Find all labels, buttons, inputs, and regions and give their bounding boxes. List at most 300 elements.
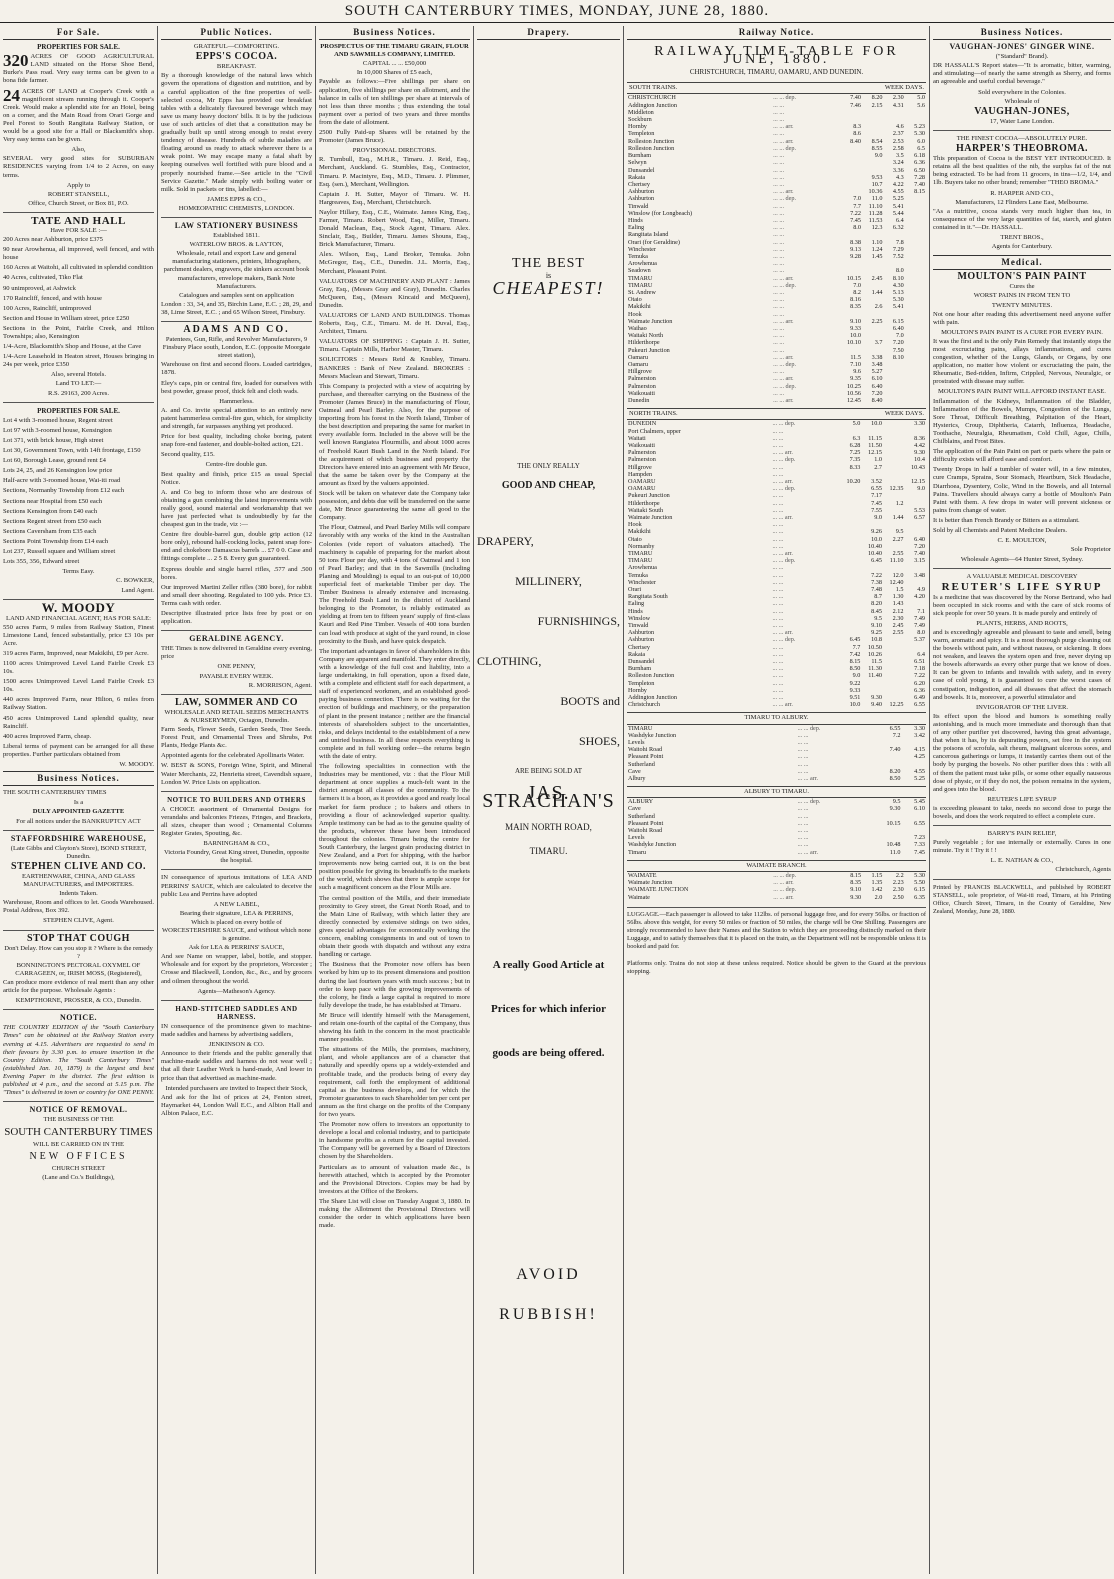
printer-imprint: Printed by FRANCIS BLACKWELL, and published by ROBERT STANSELL, sole proprietor, of Wai-iti road, Timaru, at his Printing Office, Church Street, Timaru, in the County of Geraldine, New Zealand, Monday, June 28, 1880.	[933, 883, 1111, 915]
timetable-header	[627, 408, 926, 420]
timetable-row	[627, 435, 926, 442]
list-item: 40 Acres, cultivated, Tiko Flat	[3, 274, 83, 282]
train-time	[883, 456, 905, 463]
timetable-row	[627, 834, 926, 841]
timetable-row	[627, 253, 926, 260]
timetable-row	[627, 174, 926, 181]
train-time: 2.25	[871, 317, 883, 325]
list-item: 1100 acres Unimproved Level Land Fairlie Creek £3 10s.	[3, 660, 154, 676]
timetable-row	[627, 102, 926, 109]
train-time: 1.10	[871, 238, 883, 246]
ad-number: 320	[3, 51, 29, 71]
train-time: 8.15	[914, 188, 925, 196]
ad-text: SOUTH CANTERBURY TIMES	[4, 1126, 153, 1139]
arr-dep: ... ...	[773, 152, 784, 160]
ad-title: STOP THAT COUGH	[27, 932, 130, 944]
station-name: TIMARU	[628, 274, 653, 282]
timetable-row	[627, 478, 926, 485]
train-time	[905, 368, 926, 375]
paragraph: The important advantages in favor of shareholders in this Company are apparent and manifold. They enter directly, with a knowledge of the full cost and liability, into a large undertaking, in full operation, upon a fixed date, with a complete and efficient staff for each department, a staff of experienced workmen, and an established good-paying business connection. There is no waiting for the erection of buildings and machinery, or the preparation of plant in the present instance ; neither are the financial interests of shareholders subject to the uncertainties, risks, and delays incidental to the establishment of a new and untried business. In all these respects everything is complete and in full working order—the returns begin with the date of entry.	[319, 647, 470, 760]
train-time: 7.23	[914, 834, 925, 842]
ad-text: Established 1811.	[213, 232, 260, 240]
timetable-row	[627, 383, 926, 390]
timetable-label: WAIMATE BRANCH.	[746, 861, 807, 869]
arr-dep: ... ... arr.	[772, 449, 793, 457]
ad-text: A NEW LABEL,	[213, 900, 260, 908]
divider	[3, 1009, 154, 1010]
timetable-row	[627, 827, 926, 834]
train-time	[861, 680, 883, 687]
timetable-row	[627, 615, 926, 622]
train-time	[877, 834, 902, 841]
paragraph: The Flour, Oatmeal, and Pearl Barley Mills will compare favorably with any works of the kind in the Australian Colonies (vide report of valuators attached). The machinery is capable of preparing for the market about 50 tons Flour per day, with 4 tons of Oatmeal and 1 ton of Pearl Barley; and that in the Sawmills (including Planing and Moulding) is equal to an out-put of 10,000 superficial feet of marketable Timber per day. The Timber Business is already extensive and increasing. The Freehold Bush Land in the district of Auckland belonging to the Promoter, is reliably estimated as yielding at from ten to fifteen years' supply of first-class Kauri and Red Pine Timber. Vessels of 400 tons burden can load with produce at sight of the yard round, in close proximity to the Bush, and have quick despatch.	[319, 524, 470, 645]
train-time	[905, 116, 926, 123]
arr-dep: ... ...	[773, 332, 784, 340]
arr-dep: ... ...	[797, 746, 809, 754]
station-name: Orari	[628, 585, 642, 593]
train-time: 6.55	[914, 819, 925, 827]
ad-text: WORST PAINS IN FROM TEN TO	[973, 292, 1071, 300]
train-time: 6.40	[892, 324, 904, 332]
list-item: 450 acres Unimproved Land splendid quality, near Raincliff.	[3, 714, 154, 730]
arr-dep: ... ... dep.	[773, 195, 797, 203]
timetable-row	[627, 145, 926, 152]
ad-text: SEVERAL very good sites for SUBURBAN RESIDENCES varying from 1/4 to 2 Acres, on easy terms.	[3, 155, 154, 179]
train-time: 4.25	[914, 753, 925, 761]
paragraph: The central position of the Mills, and their immediate proximity to Grey street, the Great North Road, and to the Main Line of Railway, with which latter they are directly connected by extensive sidings on two sides, gives special advantages for economically working the concern, enabling consignments in and out of town to obtain their goods with dispatch and without any extra handling or cartage.	[319, 894, 470, 959]
train-time: 7.0	[895, 332, 904, 340]
ad-title: GERALDINE AGENCY.	[189, 634, 284, 644]
ad-text: Which is placed on every bottle of WORCESTERSHIRE SAUCE, and without which none is genuine.	[161, 918, 312, 943]
station-name: Tinwald	[628, 621, 649, 629]
divider	[161, 1000, 312, 1001]
train-time	[883, 471, 905, 478]
paragraph: The Share List will close on Tuesday August 3, 1880. In making the Allotment the Provisional Directors will consider the order in which applications have been made.	[319, 1197, 470, 1230]
ad-text: Victoria Foundry, Great King street, Dunedin, opposite the hospital.	[163, 849, 310, 865]
station-name: Sockburn	[628, 116, 652, 124]
train-time: 11.50	[868, 441, 882, 449]
train-time: 7.50	[892, 346, 904, 354]
train-time: 2.50	[892, 893, 904, 901]
arr-dep: ... ... arr.	[773, 879, 794, 887]
station-name: Hornby	[628, 686, 647, 694]
ad-text: Announce to their friends and the public generally that machine-made saddles and harness do not wear well ; that all their Leather Work is hand-made, And lower in price than that advertised as machine-made.	[161, 1050, 312, 1082]
arr-dep: ... ...	[773, 303, 784, 311]
train-time: 9.33	[849, 686, 861, 694]
train-time: 3.48	[871, 360, 883, 368]
ad-title: STAFFORDSHIRE WAREHOUSE,	[10, 833, 147, 843]
train-time: 8.38	[850, 238, 861, 246]
timetable-row	[627, 368, 926, 375]
train-time: 8.7	[874, 593, 882, 601]
arr-dep: ... ...	[773, 216, 784, 224]
timetable-row	[627, 303, 926, 310]
train-time: 3.38	[871, 353, 883, 361]
ad-text: In 10,000 Shares of £5 each,	[356, 69, 433, 77]
column-for-sale	[0, 26, 158, 1574]
train-time: 3.30	[914, 724, 925, 732]
ad-title: THE FINEST COCOA—ABSOLUTELY PURE.	[956, 134, 1088, 142]
train-time: 9.10	[871, 621, 882, 629]
arr-dep: ... ...	[797, 767, 809, 775]
station-name: Timaru	[628, 848, 646, 856]
station-name: Cave	[628, 805, 641, 813]
ad-text: EARTHENWARE, CHINA, AND GLASS MANUFACTURERS, and IMPORTERS.	[22, 872, 135, 889]
ad-text: Agents—Matheson's Agency.	[197, 987, 276, 995]
train-time	[883, 442, 905, 449]
ad-number: 24	[3, 85, 20, 105]
train-time	[883, 390, 904, 397]
arr-dep: ... ...	[773, 238, 784, 246]
train-time: 5.30	[892, 296, 904, 304]
station-name: Hinds	[628, 216, 643, 224]
station-name: Waitohi Road	[628, 746, 663, 754]
station-name: WAIMATE	[628, 871, 657, 879]
list-item: Sections Point Township from £14 each	[3, 537, 109, 545]
timetable-row	[627, 739, 926, 746]
train-time	[883, 636, 905, 643]
train-time: 11.10	[868, 202, 883, 210]
train-time	[840, 622, 862, 629]
arr-dep: ... ...	[773, 252, 784, 260]
train-time: 4.15	[914, 746, 925, 754]
train-time: 7.46	[850, 101, 861, 109]
ad-text: Warehouse, Room and offices to let. Goods Warehoused. Postal Address, Box 392.	[3, 899, 154, 915]
ad-signature: L. E. NATHAN & CO.,	[990, 857, 1054, 865]
arr-dep: ... ...	[773, 260, 784, 268]
arr-dep: ... ... arr.	[773, 397, 794, 404]
station-name: Hook	[628, 310, 642, 318]
train-time	[905, 267, 926, 274]
station-name: Washdyke Junction	[628, 731, 677, 739]
ad-text: LAND AND FINANCIAL AGENT, HAS FOR SALE:	[6, 614, 151, 622]
train-time	[905, 195, 926, 202]
train-time	[904, 528, 926, 535]
train-time: 7.35	[849, 456, 861, 464]
arr-dep: ... ...	[772, 434, 784, 442]
arr-dep: ... ...	[773, 166, 784, 174]
arr-dep: ... ... dep.	[772, 485, 796, 493]
arr-dep: ... ...	[772, 499, 784, 507]
train-time	[840, 500, 862, 507]
train-time: 8.10	[892, 274, 904, 282]
train-time	[840, 167, 862, 174]
train-time	[840, 260, 862, 267]
arr-dep: ... ... arr.	[797, 774, 819, 782]
list-item: Sections Caversham from £35 each	[3, 527, 97, 535]
train-time	[877, 813, 902, 820]
arr-dep: ... ...	[772, 658, 784, 665]
arr-dep: ... ...	[772, 564, 784, 572]
train-time: 6.51	[914, 658, 925, 665]
train-time: 8.33	[849, 463, 861, 471]
train-time: 5.30	[914, 871, 925, 879]
ad-text: THE BUSINESS OF THE	[43, 1116, 114, 1124]
train-time	[840, 181, 862, 188]
train-time: 6.55	[914, 701, 925, 709]
train-time: 6.45	[849, 636, 861, 644]
ad-tagline	[477, 943, 620, 1075]
train-time: 2.58	[892, 144, 904, 152]
station-name: Pleasant Point	[628, 753, 664, 761]
train-time: 3.36	[892, 166, 904, 174]
train-time: 1.43	[892, 600, 904, 608]
timetable-row	[627, 651, 926, 658]
ad-title: PROPERTIES FOR SALE.	[37, 43, 120, 52]
train-time: 1.2	[895, 499, 904, 507]
train-time	[840, 174, 862, 181]
ad-text: Liberal terms of payment can be arranged for all these properties. Further particulars obtained from	[3, 742, 154, 758]
list-item: Sections, Normanby Township from £12 each	[3, 487, 125, 495]
list-item: Half-acre with 3-roomed house, Wai-iti road	[3, 477, 121, 485]
arr-dep: ... ... dep.	[773, 94, 797, 102]
arr-dep: ... ... arr.	[772, 629, 793, 637]
timetable-row	[627, 849, 926, 856]
luggage-note: LUGGAGE.—Each passenger is allowed to take 112lbs. of personal luggage free, and for every 56lbs. or fraction of 56lbs. above this weight, for every 50 miles or fraction of 50 miles, the charge will be One Shilling. Passengers are strongly recommended to have their Names and the Station to which they are proceeding distinctly marked on their Luggage, and to satisfy themselves that it is placed on the train, as the Department will not be responsible unless it is booked and paid for.	[627, 907, 926, 951]
train-time: 6.55	[871, 485, 882, 493]
list-item: R.S. 29163, 200 Acres.	[48, 389, 109, 397]
train-time: 5.50	[914, 879, 925, 887]
arr-dep: ... ...	[773, 159, 784, 167]
train-time: 8.16	[850, 296, 861, 304]
train-time	[877, 827, 902, 834]
train-time	[883, 383, 904, 390]
train-time: 3.24	[892, 159, 904, 167]
train-time: 1.35	[871, 879, 883, 887]
station-name: Sutherland	[628, 812, 655, 820]
train-time: 6.49	[914, 694, 925, 702]
train-time: 6.40	[871, 382, 883, 390]
train-time: 7.22	[850, 209, 861, 217]
timetable-row	[627, 152, 926, 159]
column-drapery	[474, 26, 624, 1574]
station-name: Waimate Junction	[628, 879, 673, 887]
train-time	[883, 368, 904, 375]
train-time	[883, 478, 905, 485]
list-item: Lot 97 with 3-roomed house, Kensington	[3, 426, 112, 434]
train-time: 9.30	[871, 694, 882, 702]
station-name: Port Chalmers, upper	[628, 427, 681, 435]
station-name: Waimate Junction	[628, 317, 673, 325]
timetable-row	[627, 820, 926, 827]
ad-text: WATERLOW BROS. & LAYTON,	[189, 241, 284, 249]
ad-text: Farm Seeds, Flower Seeds, Garden Seeds, Tree Seeds. Forest Fruit, and Ornamental Trees and Shrubs, Pot Plants, Hedge Plants &c.	[161, 726, 312, 750]
train-time	[905, 361, 926, 368]
arr-dep: ... ...	[772, 521, 784, 529]
train-time	[883, 687, 905, 694]
timetable-row	[627, 658, 926, 665]
station-name: Otaio	[628, 535, 642, 543]
station-name: Rolleston Junction	[628, 137, 675, 145]
list-item: 90 unimproved, at Ashwick	[3, 284, 76, 292]
train-time	[840, 152, 862, 159]
station-name: Albury	[628, 774, 646, 782]
station-name: Hampden	[628, 470, 653, 478]
train-time	[905, 239, 926, 246]
ad-text: Wholesale, retail and export Law and general manufacturing stationers, printers, lithographers, parchment dealers, engravers, die sinkers account book manufacturers, envelope makers, Bank Note Manufacturers.	[163, 250, 310, 290]
train-time: 10.8	[871, 636, 882, 644]
ad-text: A. and Co. invite special attention to an entirely new patent hammerless central-fire gun, which, for simplicity and strength, far surpasses anything yet produced.	[161, 406, 312, 431]
divider	[161, 630, 312, 631]
train-time	[840, 471, 862, 478]
ad-signature: TRENT BROS.,	[1000, 233, 1044, 241]
train-time: 9.10	[850, 886, 862, 894]
train-time: 5.37	[914, 636, 925, 644]
train-time: 6.55	[889, 724, 901, 732]
station-name: Burnham	[628, 665, 652, 673]
arr-dep: ... ...	[773, 368, 784, 376]
train-time: 2.15	[871, 101, 883, 109]
ad-text: IN consequence of the prominence given to machine-made saddles and harness by advertising saddlers,	[161, 1022, 312, 1039]
station-name: Otaio	[628, 296, 642, 304]
train-time	[904, 492, 926, 499]
train-time	[883, 428, 905, 435]
arr-dep: ... ...	[772, 614, 784, 622]
train-time	[883, 260, 904, 267]
ad-text: Land Agent.	[121, 587, 154, 595]
train-time: 6.5	[917, 144, 925, 152]
arr-dep: ... ...	[773, 231, 784, 239]
timetable-row	[627, 130, 926, 137]
paragraph: Stock will be taken on whatever date the Company take possession, and debts due will be transferred on the same date, Mr Bruce guaranteeing the same all good to the Company.	[319, 489, 470, 522]
timetable-row	[627, 536, 926, 543]
train-time	[840, 550, 862, 557]
train-time	[840, 231, 862, 238]
ad-text: 320 ACRES OF GOOD AGRICULTURAL LAND situated on the Horse Shoe Bend, Burke's Pass road. Very easy terms can be given to a bona fide farmer.	[3, 51, 154, 85]
arr-dep: ... ...	[797, 753, 809, 761]
train-time: 12.40	[889, 578, 904, 586]
train-time: 6.40	[914, 535, 925, 543]
station-name: OAMARU	[628, 477, 656, 485]
train-time: 3.30	[914, 420, 925, 428]
train-time: 9.0	[917, 485, 925, 493]
arr-dep: ... ...	[772, 585, 784, 593]
ad-text: This preparation of Cocoa is the BEST YET INTRODUCED. It retains all the best qualities of the nib, the surplus fat of the nut being extracted. To be had from 11 grocers, in tins—1/2, 1/4, and 1lb. Buyers take no other brand; remember "THEO BROMA."	[933, 155, 1111, 187]
train-time	[883, 564, 905, 571]
train-time: 9.5	[892, 798, 901, 806]
tagline-line: goods are being offered.	[492, 1046, 605, 1059]
ad-text: And see Name on wrapper, label, bottle, and stopper. Wholesale and for export by the proprietors, Worcester ; Crosse and Blackwell, London, &c., &c., and by grocers and oilmen throughout the world.	[161, 953, 312, 985]
lots-list	[3, 417, 154, 566]
tate-list	[3, 236, 154, 398]
train-time: 8.20	[871, 94, 883, 102]
timetable-row	[627, 224, 926, 231]
train-time: 7.38	[871, 578, 882, 586]
train-time: 8.0	[917, 629, 925, 637]
timetable-row	[627, 672, 926, 679]
train-time: 3.48	[914, 571, 925, 579]
train-time	[905, 383, 926, 390]
ad-text: Have FOR SALE :—	[50, 226, 107, 234]
ad-text: Price for best quality, including choke boring, patent snap fore-end fastener, and double-bolted action, £21.	[161, 433, 312, 449]
arr-dep: ... ... arr.	[772, 477, 793, 485]
timetable-row	[627, 886, 926, 893]
ad-text: THE Times is now delivered in Geraldine every evening, price	[161, 645, 312, 661]
station-name: Sutherland	[628, 760, 655, 768]
train-time: 1.5	[895, 585, 904, 593]
train-time: 10.50	[868, 643, 882, 651]
ad-text: Best quality and finish, price £15 as usual Special Notice.	[161, 470, 312, 486]
station-name: Waimate Junction	[628, 513, 673, 521]
station-name: Winslow	[628, 614, 651, 622]
train-time: 7.49	[914, 621, 925, 629]
train-time: 10.20	[846, 477, 861, 485]
arr-dep: ... ...	[773, 224, 784, 232]
train-time	[840, 615, 862, 622]
train-time	[862, 296, 884, 303]
ad-text: Descriptive illustrated price lists free by post or on application.	[161, 610, 312, 626]
arr-dep: ... ... dep.	[772, 557, 796, 565]
arr-dep: ... ...	[772, 578, 784, 586]
arr-dep: ... ...	[773, 130, 784, 138]
arr-dep: ... ...	[773, 296, 784, 304]
station-name: Middleton	[628, 108, 654, 116]
list-item: 90 near Arowhenua, all improved, well fenced, and with house	[3, 246, 154, 262]
ad-signature: JAMES EPPS & CO.,	[207, 195, 266, 203]
arr-dep: ... ...	[773, 245, 784, 253]
arr-dep: ... ...	[773, 339, 784, 347]
train-time	[883, 116, 904, 123]
list-item: 170 Raincliff, fenced, and with house	[3, 294, 102, 302]
paragraph: PROVISIONAL DIRECTORS.	[352, 147, 437, 155]
divider	[933, 879, 1111, 880]
train-time: 1.42	[871, 886, 883, 894]
station-name: Oamaru	[628, 360, 648, 368]
train-time: 12.15	[911, 477, 925, 485]
ad-text: CAPITAL ... ... £50,000	[362, 60, 427, 68]
timetable-row	[627, 644, 926, 651]
ad-headline	[477, 1255, 620, 1335]
list-item: Lot 237, Russell square and William street	[3, 547, 116, 555]
ad-text: Sole Proprietor	[1070, 546, 1111, 554]
ad-text: is	[545, 271, 552, 281]
train-time: 6.57	[914, 513, 925, 521]
station-name: Hornby	[628, 123, 647, 131]
timetable-row	[627, 361, 926, 368]
timetable-row	[627, 775, 926, 782]
masthead: SOUTH CANTERBURY TIMES, MONDAY, JUNE 28, 1880.	[0, 0, 1114, 23]
train-time	[904, 428, 926, 435]
train-time: 12.45	[847, 397, 861, 404]
ad-signature: JENKINSON & CO.	[208, 1041, 265, 1049]
list-item: 319 acres Farm, Improved, near Makikihi, £9 per Acre.	[3, 649, 149, 657]
train-time: 7.45	[871, 499, 882, 507]
train-time	[883, 397, 904, 404]
list-item: 1500 acres Unimproved Level Land Fairlie Creek £3 10s.	[3, 678, 154, 694]
list-item: Lot 4 with 3-roomed house, Regent street	[3, 416, 113, 424]
station-name: Palmerston	[628, 456, 656, 464]
train-time: 10.0	[849, 701, 861, 709]
train-time: 9.6	[853, 368, 861, 376]
ad-text: MOULTON'S PAIN PAINT WILL AFFORD INSTANT EASE.	[938, 388, 1106, 396]
arr-dep: ... ...	[773, 116, 784, 124]
ad-text: (Lane and Co.'s Buildings),	[42, 1173, 115, 1181]
station-name: Dunedin	[628, 397, 650, 404]
train-time: 5.44	[892, 209, 904, 217]
train-time	[862, 231, 884, 238]
ad-text: CHURCH STREET	[51, 1164, 106, 1172]
paragraph: The Business that the Promoter now offers has been worked by him up to its present dimensions and position during the last fourteen years with much success ; but in order to keep pace with the growing improvements of the colony, he finds a large capital is required to more fully develope the trade, he has established at Timaru.	[319, 961, 470, 1009]
train-time: 5.6	[917, 101, 925, 109]
train-time: 9.0	[874, 513, 882, 521]
train-time: 7.45	[914, 848, 925, 856]
ad-title: LAW, SOMMER AND CO	[174, 696, 299, 708]
ad-text: By a thorough knowledge of the natural laws which govern the operations of digestion and nutrition, and by a careful application of the fine properties of well-selected cocoa, Mr Epps has provided our breakfast tables with a delicately flavoured beverage which may save us many heavy doctors' bills. It is by the judicious use of such articles of diet that a constitution may be gradually built up until strong enough to resist every tendency of disease. Hundreds of subtle maladies are floating around us ready to attack wherever there is a weak point. We may escape many a fatal shaft by keeping ourselves well fortified with pure blood and a properly nourished frame.—See article in the "Civil Service Gazette." Made simply with boiling water or milk. Sold in packets or tins, labelled:—	[161, 72, 312, 193]
train-time	[883, 543, 905, 550]
timetable-row	[627, 701, 926, 708]
train-time	[840, 564, 862, 571]
timetable-row	[627, 622, 926, 629]
